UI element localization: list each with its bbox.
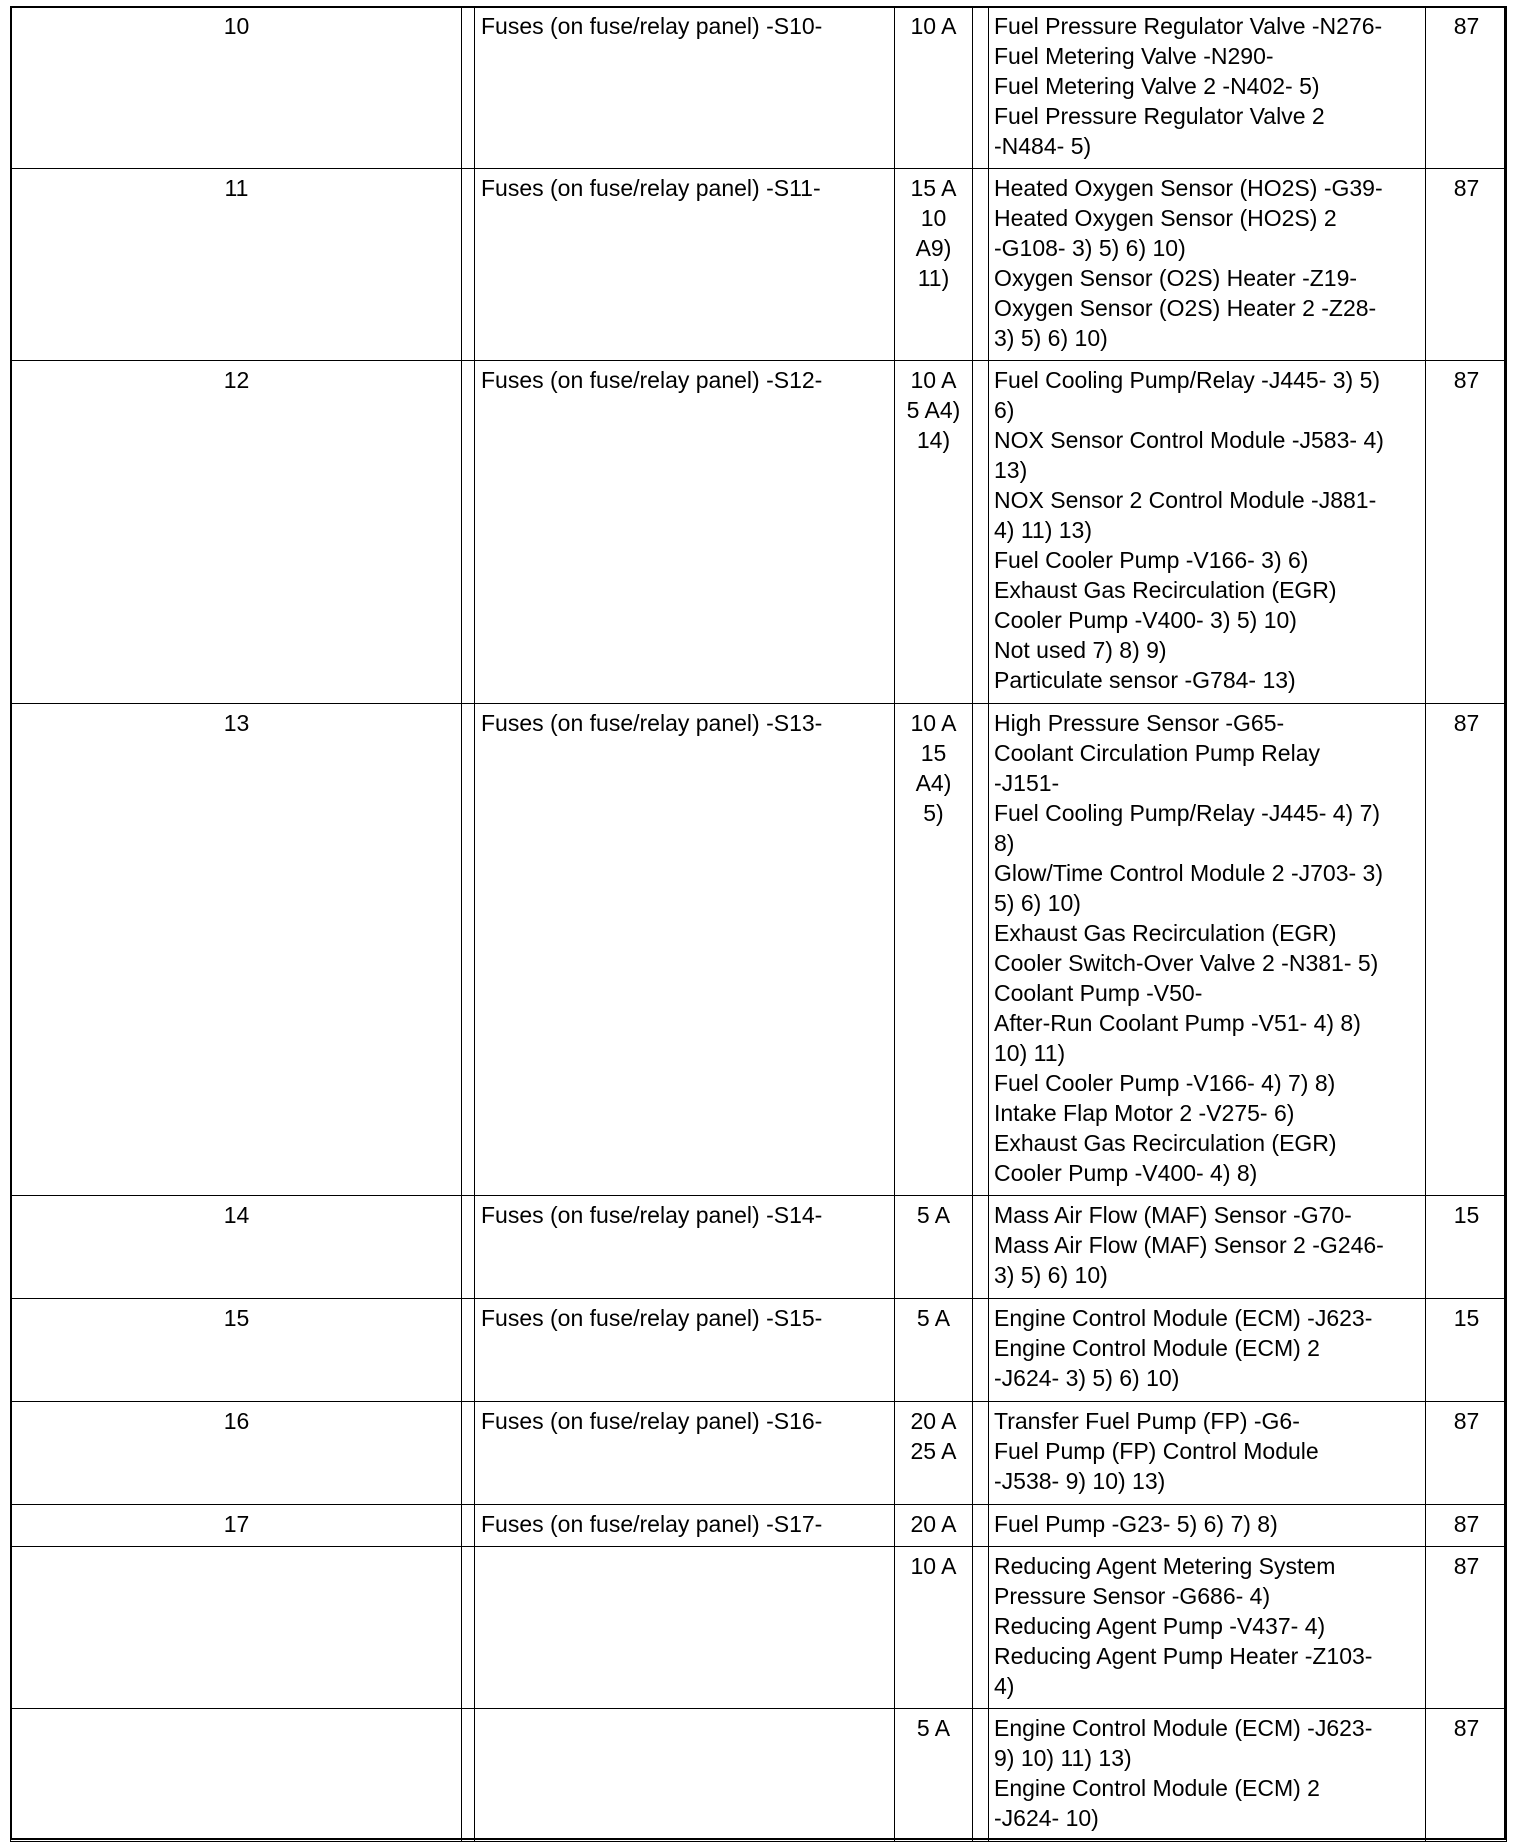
table-row <box>11 1402 1507 1505</box>
component-line: Cooler Pump -V400- 4) 8) <box>994 1160 1258 1186</box>
fuse-designation-cell <box>475 7 895 169</box>
components-cell <box>989 1547 1426 1709</box>
component-line: Reducing Agent Pump -V437- 4) <box>994 1613 1326 1639</box>
fuse-designation: Fuses (on fuse/relay panel) -S10- <box>481 13 823 39</box>
component-line: Exhaust Gas Recirculation (EGR) <box>994 1130 1337 1156</box>
terminal-value: 87 <box>1453 1715 1480 1741</box>
component-line: Fuel Cooler Pump -V166- 4) 7) 8) <box>994 1070 1336 1096</box>
fuse-designation: Fuses (on fuse/relay panel) -S16- <box>481 1408 823 1434</box>
terminal-value: 87 <box>1453 13 1480 39</box>
terminal-cell <box>1426 361 1507 704</box>
spacer-cell <box>462 1547 475 1709</box>
amperage-value: 25 A <box>910 1438 957 1464</box>
components-cell <box>989 1402 1426 1505</box>
component-line: Mass Air Flow (MAF) Sensor -G70- <box>994 1202 1352 1228</box>
fuse-designation-cell <box>475 1547 895 1709</box>
component-line: Engine Control Module (ECM) 2 <box>994 1335 1320 1361</box>
terminal-cell <box>1426 1196 1507 1299</box>
component-line: 4) 11) 13) <box>994 517 1093 543</box>
component-line: Fuel Metering Valve 2 -N402- 5) <box>994 73 1320 99</box>
component-line: Fuel Cooling Pump/Relay -J445- 4) 7) <box>994 800 1381 826</box>
component-line: Mass Air Flow (MAF) Sensor 2 -G246- <box>994 1232 1384 1258</box>
amperage-value: 5 A <box>916 1305 951 1331</box>
component-line: 10) 11) <box>994 1040 1066 1066</box>
amperage-cell <box>895 1196 973 1299</box>
terminal-cell <box>1426 169 1507 361</box>
amperage-cell <box>895 704 973 1196</box>
component-line: Not used 7) 8) 9) <box>994 637 1167 663</box>
component-line: -N484- 5) <box>994 133 1092 159</box>
component-line: Pressure Sensor -G686- 4) <box>994 1583 1271 1609</box>
fuse-number: 11 <box>224 175 249 201</box>
fuse-designation-cell <box>475 169 895 361</box>
component-line: -J624- 10) <box>994 1805 1099 1831</box>
table-row <box>11 1505 1507 1547</box>
fuse-number-cell <box>11 1547 462 1709</box>
components-cell <box>989 1505 1426 1547</box>
table-row <box>11 1709 1507 1842</box>
component-line: Fuel Pressure Regulator Valve -N276- <box>994 13 1383 39</box>
component-line: -J151- <box>994 770 1060 796</box>
spacer-cell <box>973 7 989 169</box>
table-row <box>11 704 1507 1196</box>
components-cell <box>989 704 1426 1196</box>
fuse-number-cell <box>11 361 462 704</box>
fuse-table-body <box>11 7 1507 1842</box>
component-line: Oxygen Sensor (O2S) Heater -Z19- <box>994 265 1358 291</box>
spacer-cell <box>462 1196 475 1299</box>
component-line: Engine Control Module (ECM) -J623- <box>994 1305 1373 1331</box>
spacer-cell <box>973 1709 989 1842</box>
amperage-value: 10 A <box>910 13 957 39</box>
fuse-designation-cell <box>475 1709 895 1842</box>
spacer-cell <box>462 1402 475 1505</box>
component-line: Coolant Pump -V50- <box>994 980 1203 1006</box>
terminal-value: 87 <box>1453 1511 1480 1537</box>
fuse-designation: Fuses (on fuse/relay panel) -S11- <box>481 175 821 201</box>
component-line: -J538- 9) 10) 13) <box>994 1468 1166 1494</box>
component-line: 3) 5) 6) 10) <box>994 1262 1108 1288</box>
component-line: Exhaust Gas Recirculation (EGR) <box>994 920 1337 946</box>
terminal-value: 87 <box>1453 1553 1480 1579</box>
fuse-number-cell <box>11 1505 462 1547</box>
fuse-designation: Fuses (on fuse/relay panel) -S14- <box>481 1202 823 1228</box>
component-line: NOX Sensor Control Module -J583- 4) <box>994 427 1384 453</box>
amperage-cell <box>895 361 973 704</box>
component-line: Cooler Pump -V400- 3) 5) 10) <box>994 607 1297 633</box>
component-line: 4) <box>994 1673 1015 1699</box>
component-line: Fuel Cooler Pump -V166- 3) 6) <box>994 547 1309 573</box>
amperage-value: 10 A <box>910 710 957 736</box>
components-cell <box>989 1709 1426 1842</box>
fuse-designation: Fuses (on fuse/relay panel) -S12- <box>481 367 823 393</box>
amperage-cell <box>895 1402 973 1505</box>
component-line: Transfer Fuel Pump (FP) -G6- <box>994 1408 1300 1434</box>
terminal-cell <box>1426 1505 1507 1547</box>
fuse-number: 16 <box>223 1408 250 1434</box>
fuse-table <box>10 6 1507 1842</box>
terminal-cell <box>1426 704 1507 1196</box>
amperage-value: 5) <box>923 800 944 826</box>
spacer-cell <box>462 169 475 361</box>
terminal-value: 15 <box>1453 1202 1480 1228</box>
amperage-cell <box>895 7 973 169</box>
fuse-designation-cell <box>475 1402 895 1505</box>
fuse-number-cell <box>11 169 462 361</box>
spacer-cell <box>462 361 475 704</box>
component-line: Heated Oxygen Sensor (HO2S) -G39- <box>994 175 1383 201</box>
terminal-cell <box>1426 1547 1507 1709</box>
amperage-value: 5 A4) <box>906 397 961 423</box>
component-line: After-Run Coolant Pump -V51- 4) 8) <box>994 1010 1361 1036</box>
amperage-value: 20 A <box>910 1511 957 1537</box>
amperage-value: A9) <box>915 235 952 261</box>
component-line: Exhaust Gas Recirculation (EGR) <box>994 577 1337 603</box>
spacer-cell <box>973 1505 989 1547</box>
component-line: -J624- 3) 5) 6) 10) <box>994 1365 1180 1391</box>
spacer-cell <box>462 1505 475 1547</box>
component-line: Fuel Metering Valve -N290- <box>994 43 1274 69</box>
table-row <box>11 1547 1507 1709</box>
table-row <box>11 361 1507 704</box>
fuse-designation-cell <box>475 361 895 704</box>
spacer-cell <box>973 1547 989 1709</box>
component-line: -G108- 3) 5) 6) 10) <box>994 235 1186 261</box>
component-line: Reducing Agent Pump Heater -Z103- <box>994 1643 1373 1669</box>
spacer-cell <box>973 1402 989 1505</box>
spacer-cell <box>973 704 989 1196</box>
component-line: Oxygen Sensor (O2S) Heater 2 -Z28- <box>994 295 1377 321</box>
component-line: 5) 6) 10) <box>994 890 1081 916</box>
fuse-designation-cell <box>475 1299 895 1402</box>
component-line: Fuel Pressure Regulator Valve 2 <box>994 103 1325 129</box>
terminal-value: 87 <box>1453 710 1480 736</box>
component-line: Glow/Time Control Module 2 -J703- 3) <box>994 860 1384 886</box>
spacer-cell <box>973 361 989 704</box>
spacer-cell <box>462 1709 475 1842</box>
terminal-cell <box>1426 1709 1507 1842</box>
fuse-number: 14 <box>223 1202 250 1228</box>
amperage-value: 11) <box>917 265 950 291</box>
component-line: Engine Control Module (ECM) -J623- <box>994 1715 1373 1741</box>
component-line: Cooler Switch-Over Valve 2 -N381- 5) <box>994 950 1379 976</box>
terminal-cell <box>1426 1299 1507 1402</box>
component-line: 3) 5) 6) 10) <box>994 325 1108 351</box>
component-line: Coolant Circulation Pump Relay <box>994 740 1320 766</box>
components-cell <box>989 1196 1426 1299</box>
amperage-value: 14) <box>916 427 951 453</box>
amperage-cell <box>895 1547 973 1709</box>
spacer-cell <box>462 1299 475 1402</box>
amperage-cell <box>895 169 973 361</box>
spacer-cell <box>462 704 475 1196</box>
spacer-cell <box>973 169 989 361</box>
table-row <box>11 1299 1507 1402</box>
component-line: Reducing Agent Metering System <box>994 1553 1336 1579</box>
component-line: High Pressure Sensor -G65- <box>994 710 1285 736</box>
fuse-number: 17 <box>223 1511 250 1537</box>
table-row <box>11 1196 1507 1299</box>
fuse-designation: Fuses (on fuse/relay panel) -S17- <box>481 1511 823 1537</box>
fuse-number-cell <box>11 7 462 169</box>
components-cell <box>989 169 1426 361</box>
component-line: Fuel Pump (FP) Control Module <box>994 1438 1319 1464</box>
fuse-designation-cell <box>475 1196 895 1299</box>
fuse-designation: Fuses (on fuse/relay panel) -S15- <box>481 1305 823 1331</box>
components-cell <box>989 7 1426 169</box>
amperage-value: 10 <box>920 205 947 231</box>
amperage-value: 15 A <box>910 175 957 201</box>
component-line: Fuel Cooling Pump/Relay -J445- 3) 5) <box>994 367 1381 393</box>
component-line: Intake Flap Motor 2 -V275- 6) <box>994 1100 1295 1126</box>
component-line: Heated Oxygen Sensor (HO2S) 2 <box>994 205 1337 231</box>
spacer-cell <box>462 7 475 169</box>
terminal-cell <box>1426 7 1507 169</box>
amperage-cell <box>895 1299 973 1402</box>
component-line: NOX Sensor 2 Control Module -J881- <box>994 487 1377 513</box>
component-line: 9) 10) 11) 13) <box>994 1745 1132 1771</box>
fuse-number-cell <box>11 1402 462 1505</box>
component-line: 8) <box>994 830 1015 856</box>
amperage-value: 10 A <box>910 1553 957 1579</box>
fuse-number-cell <box>11 1299 462 1402</box>
fuse-number-cell <box>11 1709 462 1842</box>
fuse-designation-cell <box>475 1505 895 1547</box>
fuse-number-cell <box>11 704 462 1196</box>
amperage-value: 5 A <box>916 1202 951 1228</box>
amperage-value: 20 A <box>910 1408 957 1434</box>
component-line: Engine Control Module (ECM) 2 <box>994 1775 1320 1801</box>
components-cell <box>989 1299 1426 1402</box>
component-line: 13) <box>994 457 1028 483</box>
amperage-cell <box>895 1709 973 1842</box>
amperage-value: 10 A <box>910 367 957 393</box>
amperage-cell <box>895 1505 973 1547</box>
fuse-number: 12 <box>223 367 250 393</box>
fuse-designation: Fuses (on fuse/relay panel) -S13- <box>481 710 823 736</box>
terminal-cell <box>1426 1402 1507 1505</box>
component-line: Fuel Pump -G23- 5) 6) 7) 8) <box>994 1511 1278 1537</box>
fuse-number: 13 <box>223 710 250 736</box>
fuse-number-cell <box>11 1196 462 1299</box>
terminal-value: 87 <box>1453 175 1480 201</box>
component-line: 6) <box>994 397 1015 423</box>
terminal-value: 15 <box>1453 1305 1480 1331</box>
components-cell <box>989 361 1426 704</box>
amperage-value: A4) <box>915 770 952 796</box>
amperage-value: 5 A <box>916 1715 951 1741</box>
fuse-number: 10 <box>223 13 250 39</box>
terminal-value: 87 <box>1453 367 1480 393</box>
spacer-cell <box>973 1196 989 1299</box>
table-row <box>11 7 1507 169</box>
amperage-value: 15 <box>920 740 947 766</box>
terminal-value: 87 <box>1453 1408 1480 1434</box>
fuse-designation-cell <box>475 704 895 1196</box>
component-line: Particulate sensor -G784- 13) <box>994 667 1296 693</box>
spacer-cell <box>973 1299 989 1402</box>
fuse-number: 15 <box>223 1305 250 1331</box>
table-row <box>11 169 1507 361</box>
